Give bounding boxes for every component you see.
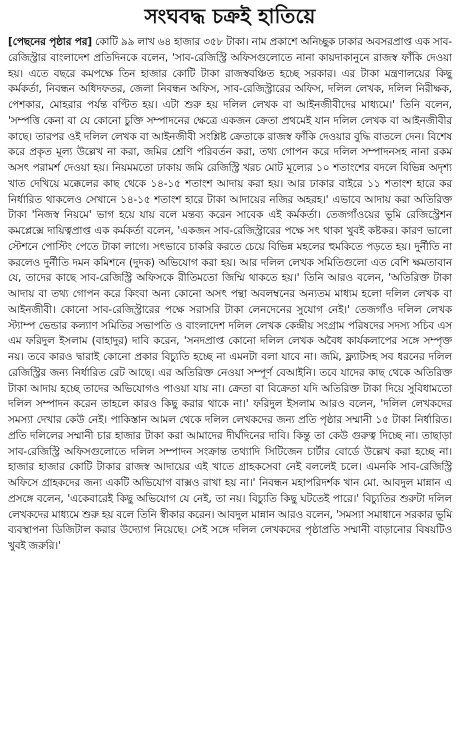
article-text: কোটি ৯৯ লাখ ৬৪ হাজার ৩৫৮ টাকা। নাম প্রকাশে অনিচ্ছুক ঢাকার অবসরপ্রাপ্ত এক সাব-রেজিস্ট্রার বাংলাদেশ প্রতিদিনকে বলেন, 'সাব-রেজিস্ট্রি অফিসগুলোতে নানা কায়দাকানুনে রাজস্ব ফাঁকি দেওয়া হয়। এতে বছরে কমপক্ষে তিন হাজার কোটি টাকা রাজস্ববঞ্চিত হচ্ছে সরকার। এর টাকা মন্ত্রণালয়ের কিছু কর্মকর্তা, নিবন্ধন অধিদফতর, জেলা নিবন্ধন অফিস, সাব-রেজিস্ট্রারের অফিস, দলিল লেখক, দলিল নিরীক্ষক, পেশকার, মোহরার পর্যন্ত বণ্টিত হয়। এটা শুরু হয় দলিল লেখক বা আইনজীবীদের মাধ্যমে।' তিনি বলেন, 'সম্পত্তি কেনা বা যে কোনো চুক্তি সম্পাদনের ক্ষেত্রে একজন ক্রেতা প্রথমেই যান দলিল লেখক বা আইনজীবীর কাছে। তারপর ওই দলিল লেখক বা আইনজীবী সংশ্লিষ্ট ক্রেতাকে রাজস্ব ফাঁকি দেওয়ার বুদ্ধি বাতলে দেন। বিশেষ করে প্রকৃত মূল্য উল্লেখ না করা, জমির শ্রেণি পরিবর্তন করা, তথ্য গোপন করে দলিল সম্পাদনসহ নানা রকম অসৎ পরামর্শ দেওয়া হয়। নিয়মমতো ঢাকায় জমি রেজিস্ট্রি খরচ মোট মূল্যের ১০ শতাংশের বদলে বিভিন্ন অদৃশ্য খাত দেখিয়ে মক্কেলের কাছ থেকে ১৪-১৫ শতাংশ আদায় করা হয়। আর ঢাকার বাইরে ১১ শতাংশ হারে কর নির্ধারিত থাকলেও সেখানে ১৪-১৫ শতাংশ হারে টাকা আদায়ের নজির অহরহ।' এভাবে আদায় করা অতিরিক্ত টাকা 'নিজস্ব নিয়মে' ভাগ হয়ে যায় বলে মন্তব্য করেন সাবেক এই কর্মকর্তা। তেজগাঁওয়ের ভূমি রেজিস্ট্রেশন কমপ্লেক্সে দায়িত্বপ্রাপ্ত এক কর্মকর্তা বলেন, 'একজন সাব-রেজিস্ট্রারের পক্ষে সৎ থাকা খুবই কষ্টকর। কারণ ভালো স্টেশনে পোস্টিং পেতে টাকা লাগে। সৎভাবে চাকরি করতে চেয়ে বিভিন্ন মহলের হুমকিতে পড়তে হয়। দুর্নীতি না করলেও দুর্নীতি দমন কমিশনে (দুদক) অভিযোগ করা হয়। আর দলিল লেখক সমিতিগুলো এত বেশি ক্ষমতাবান যে, তাদের কাছে সাব-রেজিস্ট্রি অফিসকে রীতিমতো জিম্মি থাকতে হয়।' তিনি আরও বলেন, 'অতিরিক্ত টাকা আদায় বা তথ্য গোপন করে কিংবা অন্য কোনো অসৎ পন্থা অবলম্বনের অন্যতম মাধ্যম হলো দলিল লেখক বা আইনজীবী। কোনো সাব-রেজিস্ট্রারের পক্ষে সরাসরি টাকা লেনদেনের সুযোগ নেই।' তেজগাঁও দলিল লেখক স্ট্যাম্প ভেন্ডার কল্যাণ সমিতির সভাপতি ও বাংলাদেশ দলিল লেখক কেন্দ্রীয় সংগ্রাম পরিষদের সদস্য সচিব এস এম ফরিদুল ইসলাম (বাহাদুর) দাবি করেন, 'সনদপ্রাপ্ত কোনো দলিল লেখক অবৈধ কার্যকলাপের সঙ্গে সম্পৃক্ত নয়। তবে কারও দ্বারাই কোনো প্রকার বিচ্যুতি হচ্ছে না এমনটা বলা যাবে না। জমি, ফ্ল্যাটসহ সব ধরনের দলিল রেজিস্ট্রির জন্য নির্ধারিত রেট আছে। এর অতিরিক্ত নেওয়া সম্পূর্ণ বেআইনি। তবে যাদের কাছ থেকে অতিরিক্ত টাকা আদায় হচ্ছে তাদের অভিযোগও পাওয়া যায় না। ক্রেতা বা বিক্রেতা যদি অতিরিক্ত টাকা দিয়ে সুবিধামতো দলিল সম্পাদন করেন তাহলে কারও কিছু করার থাকে না।' ফরিদুল ইসলাম আরও বলেন, 'দলিল লেখকদের সমস্যা দেখার কেউ নেই। পাকিস্তান আমল থেকে দলিল লেখকদের জন্য প্রতি পৃষ্ঠার সম্মানী ১৫ টাকা নির্ধারিত। প্রতি দলিলের সম্মানী চার হাজার টাকা করা আমাদের দীর্ঘদিনের দাবি। কিন্তু তা কেউ গুরুত্ব দিচ্ছে না। তাছাড়া সাব-রেজিস্ট্রি অফিসগুলোতে দলিল সম্পাদন সংক্রান্ত তথ্যাদি সিটিজেন চার্টার বোর্ডে উল্লেখ করা হচ্ছে না। হাজার হাজার কোটি টাকার রাজস্ব আদায়ের এই খাতে গ্রাহকসেবা নেই বললেই চলে। এমনকি সাব-রেজিস্ট্রি অফিসে গ্রাহকদের জন্য একটি অভিযোগ বাক্সও রাখা হয় না।' নিবন্ধন মহাপরিদর্শক খান মো. আবদুল মান্নান এ প্রসঙ্গে বলেন, 'একেবারেই কিছু অভিযোগ যে নেই, তা নয়। বিচ্যুতি কিছু ঘটতেই পারে।' বিচ্যুতির শুরুটা দলিল লেখকদের মাধ্যমে শুরু হয় বলে তিনি স্বীকার করেন। আবদুল মান্নান আরও বলেন, 'সমস্যা সমাধানে সরকার ভূমি ব্যবস্থাপনা ডিজিটাল করার উদ্যোগ নিয়েছে। সেই সঙ্গে দলিল লেখকদের পৃষ্ঠাপ্রতি সম্মানী বাড়ানোর বিষয়টিও খুবই জরুরি।' (8, 36, 452, 552)
continuation-marker: [পেছনের পৃষ্ঠার পর] (8, 36, 92, 48)
article-body (8, 35, 452, 555)
article-headline: সংঘবদ্ধ চক্রই হাতিয়ে (144, 4, 316, 28)
article-paragraph (8, 35, 452, 555)
